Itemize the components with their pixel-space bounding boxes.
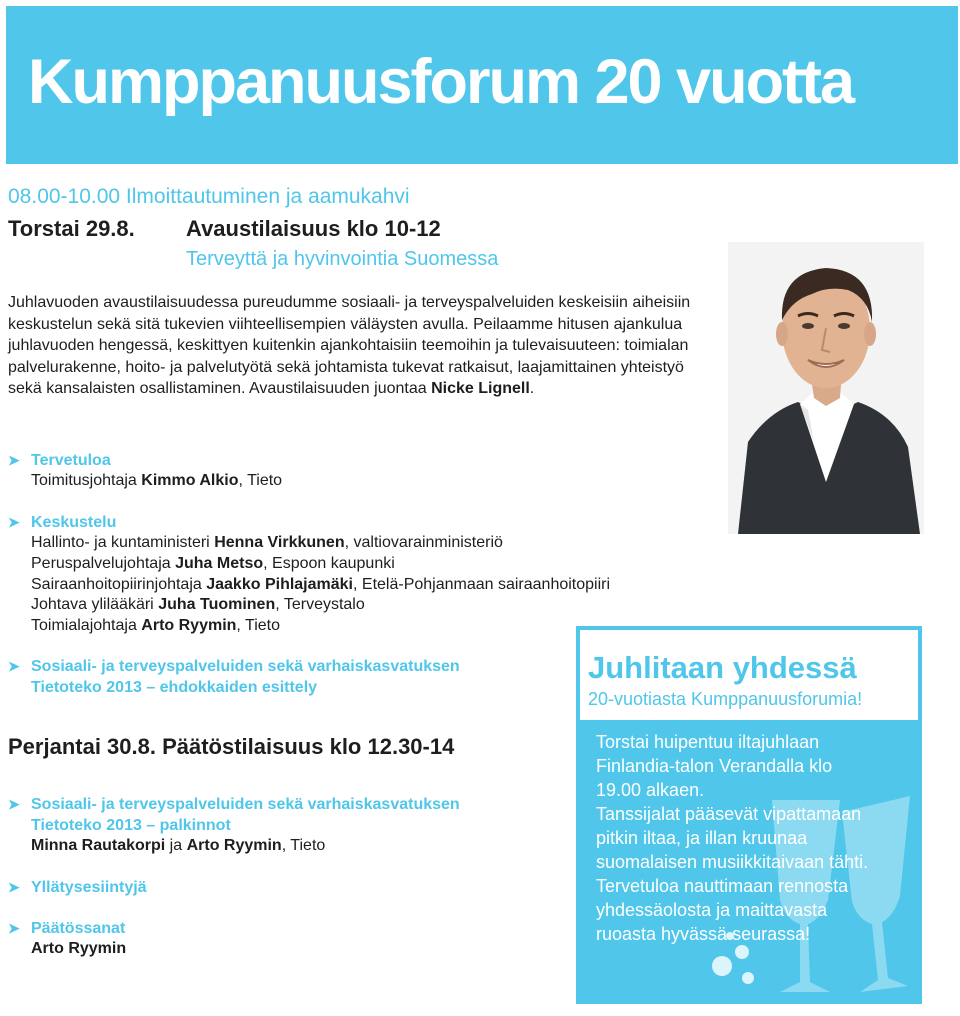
- arrow-bullet-icon: ➤: [8, 879, 20, 895]
- program-speaker: Arto Ryymin: [31, 940, 127, 957]
- program-heading: ➤ Tervetuloa: [8, 452, 111, 469]
- arrow-bullet-icon: ➤: [8, 514, 20, 530]
- arrow-bullet-icon: ➤: [8, 452, 20, 468]
- program-speaker: Hallinto- ja kuntaministeri Henna Virkkunen, valtiovarainministeriö: [31, 534, 503, 551]
- speaker-portrait: [728, 242, 924, 534]
- day1-event: Avaustilaisuus klo 10-12: [186, 216, 441, 241]
- program-item-closing: [8, 918, 126, 960]
- registration-line: 08.00-10.00 Ilmoittautuminen ja aamukahvi: [8, 185, 410, 208]
- party-title: Juhlitaan yhdessä: [588, 650, 857, 685]
- program-speaker: Toimialajohtaja Arto Ryymin, Tieto: [31, 617, 280, 635]
- host-name: Nicke Lignell: [431, 380, 530, 397]
- program-heading: ➤ Yllätysesiintyjä: [8, 879, 147, 896]
- program-heading: ➤ Sosiaali- ja terveyspalveluiden sekä varhaiskasvatuksen: [8, 658, 460, 675]
- portrait-illustration: [728, 242, 924, 534]
- party-info-box: [580, 720, 922, 1004]
- party-title-area: [580, 626, 924, 720]
- day1-subtitle: Terveyttä ja hyvinvointia Suomessa: [186, 248, 499, 270]
- party-subtitle: 20-vuotiasta Kumppanuusforumia!: [588, 689, 863, 709]
- day1-heading: [8, 216, 441, 242]
- program-heading: ➤ Päätössanat: [8, 920, 126, 937]
- program-speaker: Peruspalvelujohtaja Juha Metso, Espoon kaupunki: [31, 554, 395, 572]
- program-heading-line2: Tietoteko 2013 – palkinnot: [31, 817, 231, 834]
- title-banner: [6, 6, 958, 164]
- program-heading-line2: Tietoteko 2013 – ehdokkaiden esittely: [31, 679, 318, 696]
- day1-date: Torstai 29.8.: [8, 216, 135, 241]
- program-speaker: Minna Rautakorpi ja Arto Ryymin, Tieto: [31, 837, 326, 854]
- arrow-bullet-icon: ➤: [8, 920, 20, 936]
- day2-heading: Perjantai 30.8. Päätöstilaisuus klo 12.30-14: [8, 734, 455, 759]
- program-item-discussion: [8, 512, 610, 637]
- program-item-welcome: [8, 450, 282, 492]
- intro-paragraph: [8, 292, 720, 400]
- program-speaker: Johtava ylilääkäri Juha Tuominen, Terveystalo: [31, 596, 365, 614]
- program-speaker: Sairaanhoitopiirinjohtaja Jaakko Pihlajamäki, Etelä-Pohjanmaan sairaanhoitopiiri: [31, 575, 611, 593]
- program-item-tietoteko-nominees: [8, 656, 460, 698]
- program-speaker: Toimitusjohtaja Kimmo Alkio, Tieto: [31, 472, 283, 489]
- arrow-bullet-icon: ➤: [8, 796, 20, 812]
- host-suffix: .: [529, 380, 535, 397]
- program-heading: ➤ Sosiaali- ja terveyspalveluiden sekä varhaiskasvatuksen: [8, 796, 460, 813]
- program-item-surprise: [8, 877, 147, 898]
- program-heading: ➤ Keskustelu: [8, 514, 117, 531]
- page-title: Kumppanuusforum 20 vuotta: [28, 47, 854, 117]
- party-text: Torstai huipentuu iltajuhlaan Finlandia-talon Verandalla klo 19.00 alkaen. Tanssijalat pääsevät vipattamaan pitkin iltaa, ja illan kruunaa suomalaisen musiikkitaivaan tähti. Tervetuloa nauttimaan rennosta yhdessäolosta ja maittavasta ruoasta hyvässä seurassa!: [596, 732, 869, 944]
- intro-text: Juhlavuoden avaustilaisuudessa pureudumme sosiaali- ja terveyspalveluiden keskeisiin aiheisiin keskustelun sekä sitä tukevien viihteellisempien väläysten avulla. Peilaamme hitusen ajankulua juhlavuoden hengessä, keskittyen kuitenkin ajankohtaisiin teemoihin ja tulevaisuuteen: toimialan palvelurakenne, hoito- ja palvelutyötä sekä johtamista tukevat ratkaisut, laajamittainen yhteistyö sekä kansalaisten osallistaminen. Avaustilaisuuden juontaa: [8, 294, 691, 397]
- program-item-tietoteko-awards: [8, 794, 460, 857]
- arrow-bullet-icon: ➤: [8, 658, 20, 674]
